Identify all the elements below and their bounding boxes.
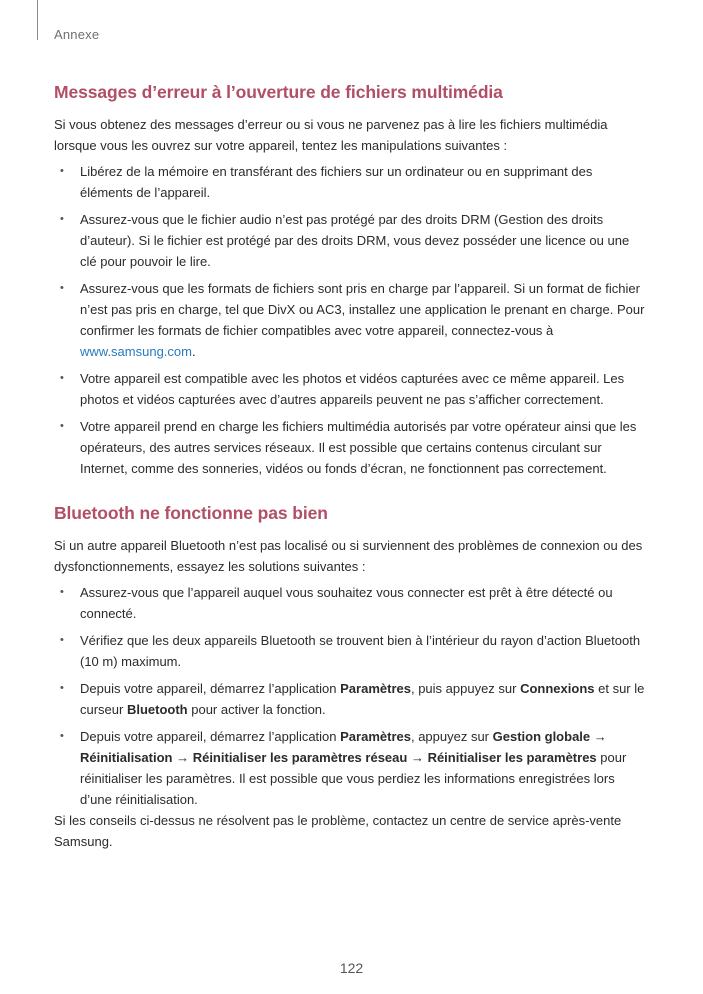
section-intro-multimedia: Si vous obtenez des messages d’erreur ou si vous ne parvenez pas à lire les fichiers multimédia lorsque vous les ouvrez sur votre appareil, tentez les manipulations suivantes : xyxy=(54,117,608,153)
header-divider xyxy=(37,0,38,40)
list-item xyxy=(54,630,646,672)
list-item-text: Vérifiez que les deux appareils Bluetooth se trouvent bien à l’intérieur du rayon d’action Bluetooth (10 m) maximum. xyxy=(80,633,641,669)
menu-term-bluetooth: Bluetooth xyxy=(126,702,188,717)
bullet-icon: • xyxy=(60,682,64,694)
page-number: 122 xyxy=(339,960,364,976)
list-item-text: Assurez-vous que les formats de fichiers sont pris en charge par l’appareil. Si un format de fichier n’est pas pris en charge, tel que DivX ou AC3, installez une application le prenant en charge. Pour confirmer les formats de fichier compatibles avec votre appareil, connectez-vous à xyxy=(80,281,645,338)
list-item xyxy=(54,161,646,203)
arrow-icon: → xyxy=(172,750,193,765)
list-item xyxy=(54,582,646,624)
menu-term-gestion-globale: Gestion globale xyxy=(492,729,591,744)
menu-term-connexions: Connexions xyxy=(520,681,595,696)
arrow-icon: → xyxy=(590,729,607,744)
list-item-text: , appuyez sur xyxy=(410,729,493,744)
bullet-icon: • xyxy=(60,165,64,177)
bullet-icon: • xyxy=(60,213,64,225)
menu-term-reinit-reseau: Réinitialiser les paramètres réseau xyxy=(192,750,408,765)
list-item xyxy=(54,678,646,720)
bullet-list-bluetooth xyxy=(54,582,646,810)
list-item-text: et sur le curseur xyxy=(80,681,645,717)
section-intro-bluetooth: Si un autre appareil Bluetooth n’est pas localisé ou si surviennent des problèmes de connexion ou des dysfonctionnements, essayez les solutions suivantes : xyxy=(54,538,643,574)
list-item xyxy=(54,368,646,410)
menu-term-parametres: Paramètres xyxy=(340,729,411,744)
list-item-text: Depuis votre appareil, démarrez l’application xyxy=(80,729,341,744)
section-title-bluetooth: Bluetooth ne fonctionne pas bien xyxy=(54,503,328,523)
bullet-icon: • xyxy=(60,730,64,742)
list-item-text: Votre appareil prend en charge les fichiers multimédia autorisés par votre opérateur ainsi que les opérateurs, des autres services réseaux. Il est possible que certains contenus circulant sur Internet, comme des sonneries, vidéos ou fonds d’écran, ne fonctionnent pas correctement. xyxy=(80,419,637,476)
list-item xyxy=(54,416,646,479)
menu-term-reinit-parametres: Réinitialiser les paramètres xyxy=(427,750,597,765)
list-item xyxy=(54,209,646,272)
list-item-text: Votre appareil est compatible avec les photos et vidéos capturées avec ce même appareil. Les photos et vidéos capturées avec d’autres appareils peuvent ne pas s’afficher correctement. xyxy=(80,371,625,407)
bullet-icon: • xyxy=(60,420,64,432)
list-item-text: pour activer la fonction. xyxy=(187,702,326,717)
list-item-text-end: . xyxy=(191,344,196,359)
page-content xyxy=(54,82,646,852)
list-item-text: Libérez de la mémoire en transférant des fichiers sur un ordinateur ou en supprimant des éléments de l’appareil. xyxy=(80,164,593,200)
list-item xyxy=(54,278,646,362)
bullet-icon: • xyxy=(60,586,64,598)
closing-advice: Si les conseils ci-dessus ne résolvent pas le problème, contactez un centre de service après-vente Samsung. xyxy=(54,813,622,849)
bullet-icon: • xyxy=(60,372,64,384)
arrow-icon: → xyxy=(407,750,428,765)
list-item xyxy=(54,726,646,810)
list-item-text: , puis appuyez sur xyxy=(410,681,521,696)
samsung-website-link[interactable]: www.samsung.com xyxy=(80,344,192,359)
bullet-icon: • xyxy=(60,634,64,646)
list-item-text: Depuis votre appareil, démarrez l’application xyxy=(80,681,341,696)
bullet-list-multimedia xyxy=(54,161,646,479)
menu-term-reinitialisation: Réinitialisation xyxy=(80,750,173,765)
list-item-text: pour réinitialiser les paramètres. Il est possible que vous perdiez les informations enregistrées lors d’une réinitialisation. xyxy=(80,750,627,807)
list-item-text: Assurez-vous que le fichier audio n’est pas protégé par des droits DRM (Gestion des droits d’auteur). Si le fichier est protégé par des droits DRM, vous devez posséder une licence ou une clé pour pouvoir le lire. xyxy=(80,212,630,269)
menu-term-parametres: Paramètres xyxy=(340,681,411,696)
section-title-multimedia-errors: Messages d’erreur à l’ouverture de fichiers multimédia xyxy=(54,82,503,102)
bullet-icon: • xyxy=(60,282,64,294)
list-item-text: Assurez-vous que l’appareil auquel vous souhaitez vous connecter est prêt à être détecté ou connecté. xyxy=(80,585,613,621)
header-section-label: Annexe xyxy=(54,27,100,42)
